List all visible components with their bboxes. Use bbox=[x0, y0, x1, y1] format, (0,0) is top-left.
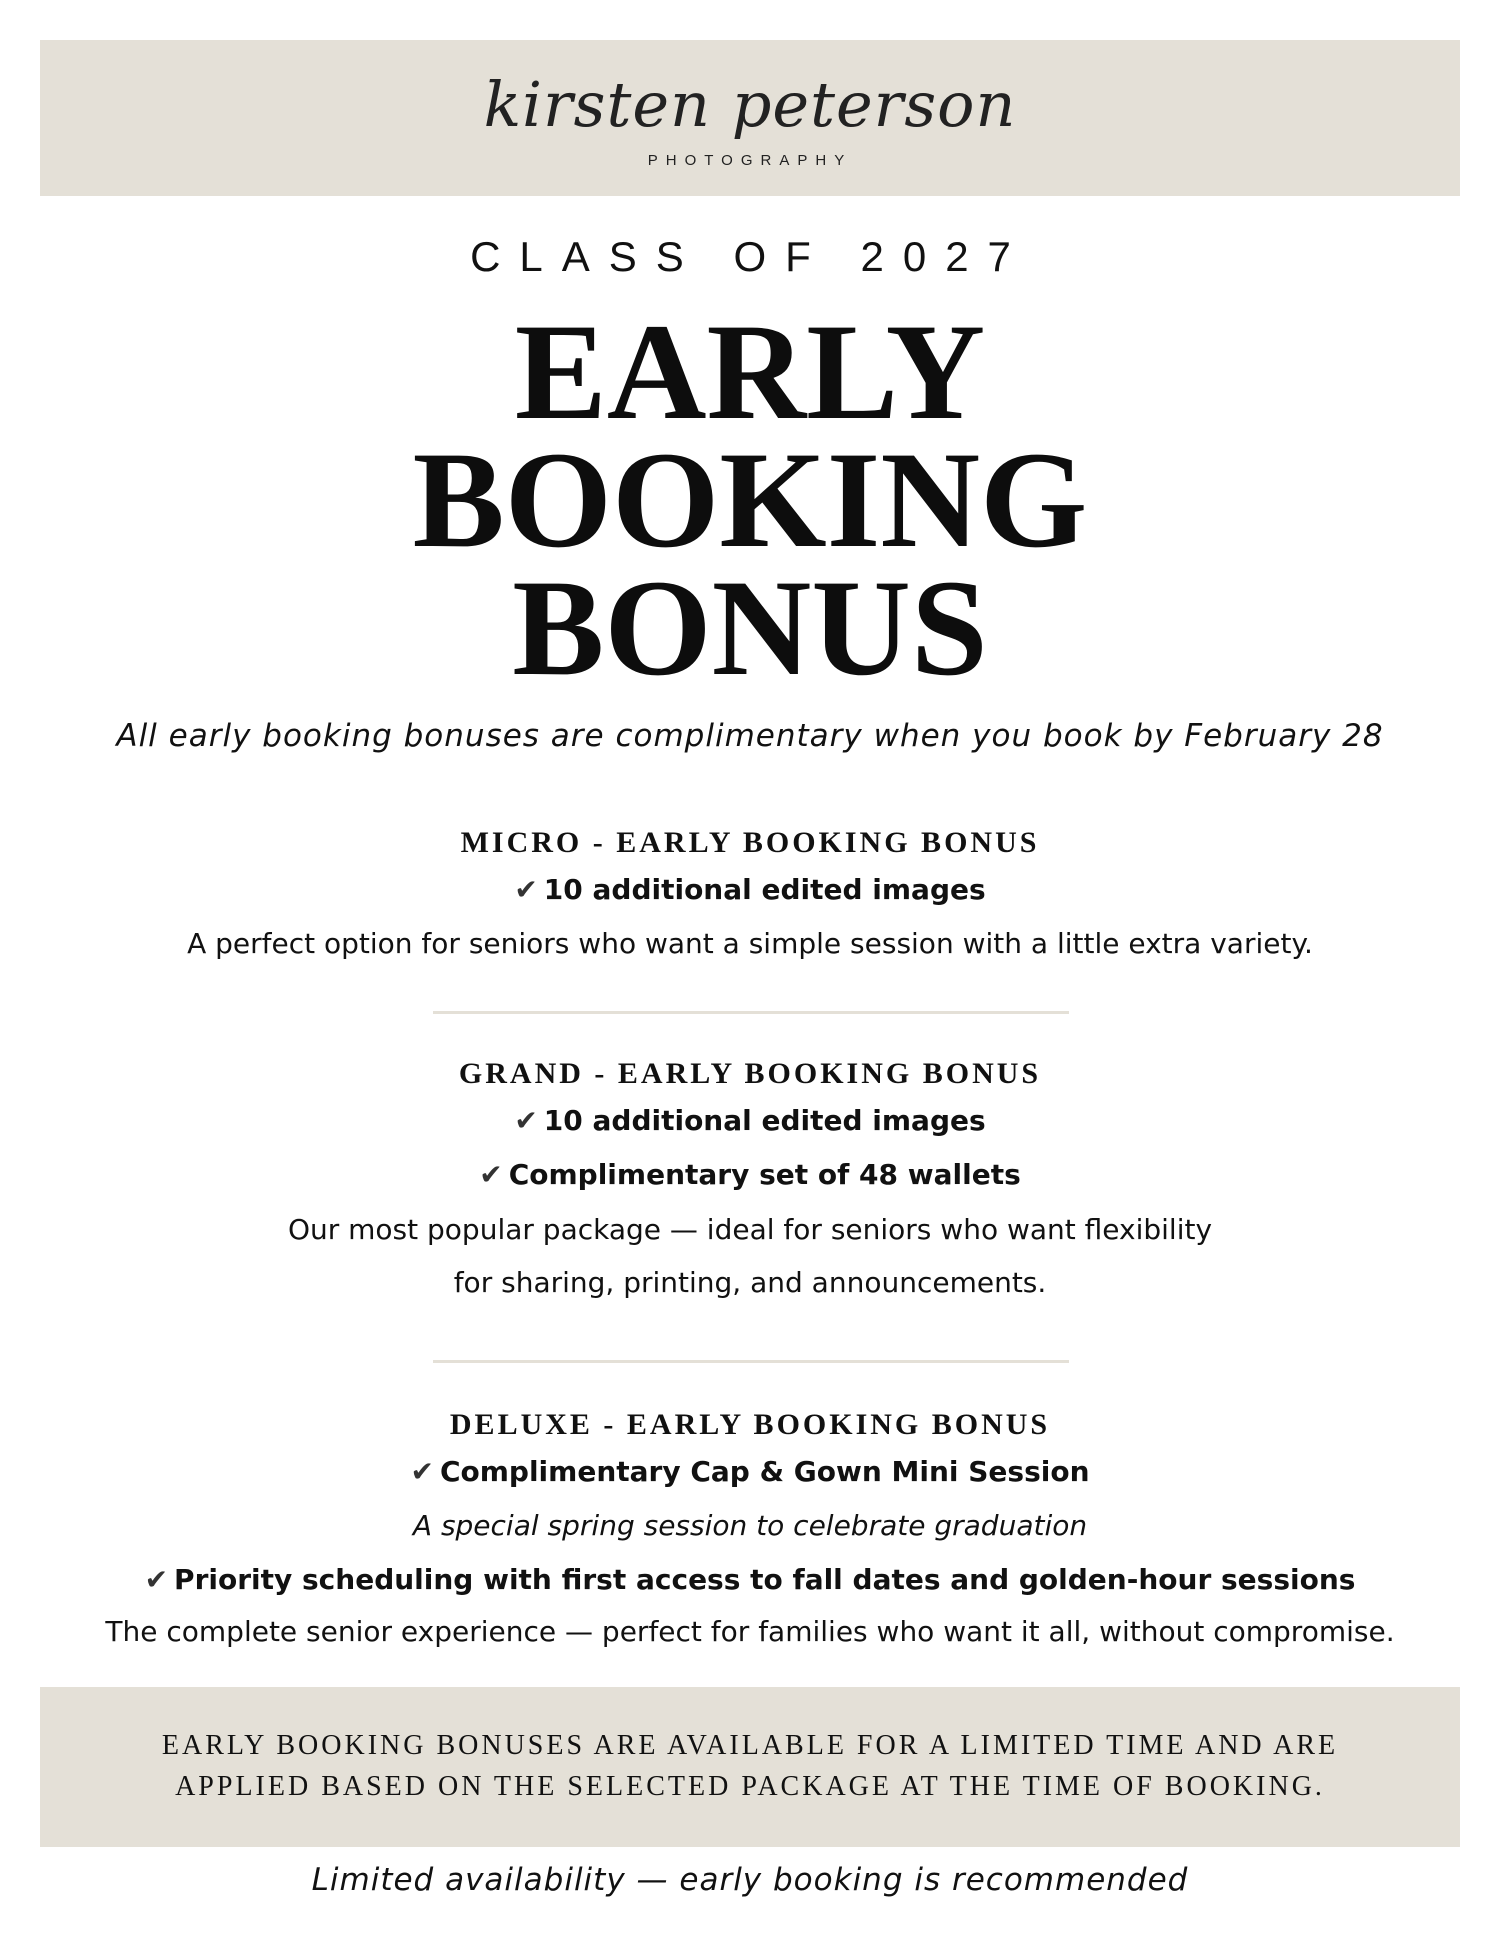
page-title bbox=[0, 295, 1500, 704]
perk-item bbox=[0, 873, 1500, 906]
checkmark-icon: ✔ bbox=[514, 1104, 538, 1137]
logo-name: kirsten peterson bbox=[483, 68, 1017, 141]
perk-text: 10 additional edited images bbox=[543, 873, 986, 906]
package-description-line: for sharing, printing, and announcements. bbox=[453, 1266, 1047, 1299]
title-line: BOOKING bbox=[412, 423, 1088, 576]
checkmark-icon: ✔ bbox=[144, 1563, 169, 1596]
checkmark-icon: ✔ bbox=[514, 873, 538, 906]
package-title: DELUXE - EARLY BOOKING BONUS bbox=[449, 1408, 1051, 1441]
tagline: All early booking bonuses are complimentary when you book by February 28 bbox=[116, 718, 1384, 754]
perk-text: Complimentary Cap & Gown Mini Session bbox=[439, 1455, 1090, 1488]
package-title: GRAND - EARLY BOOKING BONUS bbox=[458, 1057, 1042, 1090]
perk-item bbox=[0, 1158, 1500, 1191]
perk-text: Priority scheduling with first access to fall dates and golden-hour sessions bbox=[174, 1563, 1356, 1596]
header-band bbox=[40, 40, 1460, 196]
title-line: EARLY bbox=[514, 295, 986, 448]
package-description: A perfect option for seniors who want a simple session with a little extra variety. bbox=[187, 927, 1313, 960]
checkmark-icon: ✔ bbox=[479, 1158, 503, 1191]
package-title: MICRO - EARLY BOOKING BONUS bbox=[460, 826, 1040, 859]
logo-subtitle: PHOTOGRAPHY bbox=[647, 152, 853, 169]
perk-item bbox=[0, 1104, 1500, 1137]
title-line: BONUS bbox=[512, 551, 988, 704]
package-grand bbox=[0, 1059, 1500, 1089]
checkmark-icon: ✔ bbox=[410, 1455, 434, 1488]
notice-band bbox=[40, 1687, 1460, 1847]
perk-item bbox=[0, 1455, 1500, 1488]
perk-text: 10 additional edited images bbox=[543, 1104, 986, 1137]
notice-text bbox=[40, 1725, 1460, 1807]
divider bbox=[433, 1360, 1069, 1363]
package-deluxe bbox=[0, 1410, 1500, 1440]
package-description: The complete senior experience — perfect for families who want it all, without compromise. bbox=[105, 1615, 1395, 1648]
eyebrow-heading: CLASS OF 2027 bbox=[470, 233, 1030, 280]
package-micro bbox=[0, 828, 1500, 858]
perk-note: A special spring session to celebrate graduation bbox=[412, 1509, 1088, 1542]
notice-line: EARLY BOOKING BONUSES ARE AVAILABLE FOR A LIMITED TIME AND ARE bbox=[161, 1730, 1339, 1761]
divider bbox=[433, 1011, 1069, 1014]
perk-text: Complimentary set of 48 wallets bbox=[508, 1158, 1021, 1191]
perk-item bbox=[0, 1563, 1500, 1596]
closing-note: Limited availability — early booking is recommended bbox=[311, 1862, 1189, 1898]
notice-line: APPLIED BASED ON THE SELECTED PACKAGE AT THE TIME OF BOOKING. bbox=[175, 1771, 1325, 1802]
package-description-line: Our most popular package — ideal for seniors who want flexibility bbox=[287, 1213, 1213, 1246]
